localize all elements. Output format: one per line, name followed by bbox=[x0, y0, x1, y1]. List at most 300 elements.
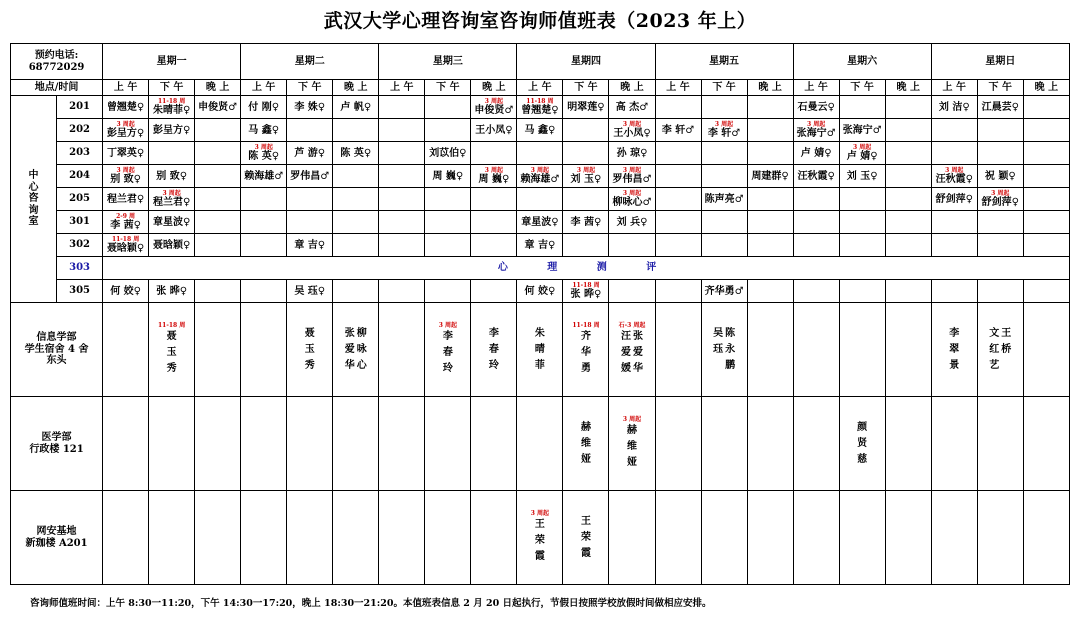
counselor-name: 芦 游♀ bbox=[294, 147, 326, 159]
counselor-name: 聂晗颖♀ bbox=[152, 239, 191, 251]
day-header: 星期二 bbox=[241, 44, 379, 80]
duty-cell bbox=[609, 165, 655, 188]
duty-cell bbox=[977, 96, 1023, 119]
week-note: 3 周起 bbox=[530, 166, 550, 174]
room-number: 305 bbox=[57, 280, 103, 303]
counselor-name-vertical bbox=[563, 420, 608, 468]
week-note: 11-18 周 bbox=[111, 235, 140, 243]
slot-header: 上 午 bbox=[517, 80, 563, 96]
counselor-name: 汪秋霞♀ bbox=[797, 170, 835, 182]
name-char: 鹏 bbox=[725, 359, 736, 371]
duty-cell bbox=[379, 211, 425, 234]
name-char: 李 bbox=[488, 327, 499, 339]
counselor-name: 曾翘楚♀ bbox=[106, 101, 145, 113]
duty-cell bbox=[517, 234, 563, 257]
name-char: 菲 bbox=[534, 359, 545, 371]
slot-header: 上 午 bbox=[655, 80, 701, 96]
duty-cell bbox=[287, 211, 333, 234]
duty-cell bbox=[425, 142, 471, 165]
duty-cell bbox=[747, 303, 793, 397]
duty-cell bbox=[793, 142, 839, 165]
duty-cell bbox=[287, 280, 333, 303]
week-note: 11-18 周 bbox=[526, 97, 554, 105]
name-column bbox=[304, 326, 316, 374]
duty-cell bbox=[103, 96, 149, 119]
table-row bbox=[11, 96, 1070, 119]
table-row bbox=[11, 303, 1070, 397]
week-note: 3 周起 bbox=[622, 189, 642, 197]
site-label-line: 东头 bbox=[46, 355, 67, 367]
duty-cell bbox=[287, 234, 333, 257]
name-char: 春 bbox=[488, 343, 499, 355]
table-row bbox=[11, 165, 1070, 188]
duty-cell bbox=[1023, 491, 1069, 585]
table-row bbox=[11, 188, 1070, 211]
week-note: 11-18 周 bbox=[157, 321, 186, 329]
duty-cell bbox=[793, 188, 839, 211]
week-note: 3 周起 bbox=[162, 189, 181, 197]
duty-cell bbox=[379, 397, 425, 491]
duty-cell bbox=[655, 491, 701, 585]
duty-cell bbox=[793, 165, 839, 188]
name-column bbox=[580, 514, 592, 562]
duty-cell bbox=[563, 188, 609, 211]
center-label-char: 中 bbox=[28, 170, 39, 182]
duty-cell bbox=[931, 234, 977, 257]
slot-header: 上 午 bbox=[241, 80, 287, 96]
name-char: 心 bbox=[356, 359, 367, 371]
name-char: 秀 bbox=[304, 359, 315, 371]
duty-cell bbox=[425, 188, 471, 211]
duty-cell bbox=[333, 211, 379, 234]
center-label-char: 咨 bbox=[28, 193, 39, 205]
duty-cell bbox=[379, 234, 425, 257]
name-char: 汪 bbox=[620, 330, 631, 342]
counselor-name: 李 茜♀ bbox=[110, 219, 141, 231]
counselor-name-vertical bbox=[333, 326, 378, 374]
duty-cell bbox=[609, 397, 655, 491]
counselor-name: 石曼云♀ bbox=[797, 101, 835, 113]
name-char: 华 bbox=[344, 359, 355, 371]
slot-header: 下 午 bbox=[701, 80, 747, 96]
duty-cell bbox=[793, 397, 839, 491]
duty-cell bbox=[241, 119, 287, 142]
week-note: 3 周起 bbox=[484, 166, 504, 174]
duty-cell bbox=[333, 119, 379, 142]
duty-cell bbox=[517, 165, 563, 188]
duty-cell bbox=[977, 119, 1023, 142]
counselor-name: 刘 玉♀ bbox=[846, 170, 878, 182]
name-char: 霞 bbox=[580, 547, 591, 559]
name-char: 咏 bbox=[356, 343, 367, 355]
week-note: 3 周起 bbox=[576, 166, 596, 174]
counselor-name: 别 致♀ bbox=[110, 173, 141, 185]
duty-cell bbox=[379, 280, 425, 303]
duty-cell bbox=[885, 397, 931, 491]
duty-cell bbox=[333, 303, 379, 397]
duty-cell bbox=[885, 142, 931, 165]
name-char: 娅 bbox=[580, 453, 591, 465]
day-header: 星期三 bbox=[379, 44, 517, 80]
duty-cell bbox=[471, 211, 517, 234]
table-row bbox=[11, 491, 1070, 585]
counselor-name: 程兰君♀ bbox=[152, 196, 191, 208]
counselor-name: 申俊贤♂ bbox=[198, 101, 238, 113]
duty-cell bbox=[149, 491, 195, 585]
counselor-name: 朱晴菲♀ bbox=[152, 104, 191, 116]
duty-cell bbox=[379, 303, 425, 397]
duty-cell bbox=[885, 165, 931, 188]
duty-cell bbox=[195, 211, 241, 234]
duty-cell bbox=[701, 303, 747, 397]
duty-cell bbox=[563, 397, 609, 491]
duty-cell bbox=[977, 188, 1023, 211]
slot-header: 晚 上 bbox=[471, 80, 517, 96]
site-label-line: 网安基地 bbox=[36, 526, 77, 537]
duty-cell bbox=[931, 280, 977, 303]
duty-cell bbox=[609, 188, 655, 211]
name-column bbox=[580, 420, 592, 468]
duty-cell bbox=[747, 142, 793, 165]
week-note: 3 周起 bbox=[714, 120, 734, 128]
counselor-name: 李 轩♂ bbox=[661, 124, 695, 136]
week-note: 2-9 周 bbox=[116, 212, 136, 220]
slot-header: 下 午 bbox=[287, 80, 333, 96]
duty-cell bbox=[241, 142, 287, 165]
name-char: 聂 bbox=[304, 327, 315, 339]
duty-cell bbox=[1023, 303, 1069, 397]
day-header: 星期六 bbox=[793, 44, 931, 80]
duty-cell bbox=[149, 165, 195, 188]
site-label bbox=[11, 491, 103, 585]
duty-cell bbox=[977, 303, 1023, 397]
duty-cell bbox=[379, 119, 425, 142]
name-column bbox=[724, 326, 736, 374]
duty-cell bbox=[195, 280, 241, 303]
duty-cell bbox=[609, 280, 655, 303]
name-char: 王 bbox=[534, 518, 545, 530]
counselor-name: 明翠莲♀ bbox=[567, 101, 605, 113]
week-note: 11-18 周 bbox=[157, 97, 186, 105]
duty-cell bbox=[793, 211, 839, 234]
duty-cell bbox=[517, 142, 563, 165]
duty-cell bbox=[977, 165, 1023, 188]
counselor-name: 王小凤♀ bbox=[475, 124, 513, 136]
duty-cell bbox=[287, 491, 333, 585]
duty-cell bbox=[103, 491, 149, 585]
duty-cell bbox=[563, 165, 609, 188]
duty-cell bbox=[655, 119, 701, 142]
counselor-name: 赖海雄♂ bbox=[520, 173, 560, 185]
table-row bbox=[11, 211, 1070, 234]
name-char: 贤 bbox=[857, 437, 868, 449]
duty-cell bbox=[655, 165, 701, 188]
duty-cell bbox=[1023, 119, 1069, 142]
duty-cell bbox=[195, 119, 241, 142]
duty-cell bbox=[241, 397, 287, 491]
duty-cell bbox=[103, 280, 149, 303]
name-char: 陈 bbox=[725, 327, 736, 339]
room-number: 201 bbox=[57, 96, 103, 119]
counselor-name: 张海宁♂ bbox=[842, 124, 882, 136]
duty-cell bbox=[885, 96, 931, 119]
duty-cell bbox=[793, 280, 839, 303]
week-note: 3 周起 bbox=[622, 166, 642, 174]
duty-cell bbox=[149, 96, 195, 119]
counselor-name: 刘 玉♀ bbox=[570, 173, 602, 185]
duty-cell bbox=[425, 303, 471, 397]
name-column bbox=[948, 326, 960, 374]
name-char: 爱 bbox=[632, 346, 643, 358]
table-row bbox=[11, 44, 1070, 80]
duty-cell bbox=[379, 491, 425, 585]
duty-cell bbox=[1023, 397, 1069, 491]
counselor-name: 孙 琼♀ bbox=[616, 147, 648, 159]
duty-cell bbox=[517, 188, 563, 211]
duty-cell bbox=[471, 142, 517, 165]
day-header: 星期一 bbox=[103, 44, 241, 80]
duty-cell bbox=[793, 303, 839, 397]
duty-cell bbox=[655, 234, 701, 257]
duty-cell bbox=[609, 96, 655, 119]
name-char: 吴 bbox=[713, 327, 724, 339]
name-char: 桥 bbox=[1001, 343, 1012, 355]
counselor-name: 王小凤♀ bbox=[613, 127, 651, 139]
duty-cell bbox=[931, 96, 977, 119]
duty-cell bbox=[701, 142, 747, 165]
counselor-name-vertical bbox=[149, 329, 194, 377]
duty-cell bbox=[287, 96, 333, 119]
duty-cell bbox=[287, 303, 333, 397]
duty-cell bbox=[931, 188, 977, 211]
duty-cell bbox=[149, 119, 195, 142]
duty-cell bbox=[425, 119, 471, 142]
duty-cell bbox=[517, 491, 563, 585]
counselor-name: 周 巍♀ bbox=[432, 170, 464, 182]
counselor-name: 罗伟昌♂ bbox=[290, 170, 330, 182]
counselor-name-vertical bbox=[609, 423, 654, 471]
counselor-name: 程兰君♀ bbox=[106, 193, 145, 205]
site-label-line: 医学部 bbox=[41, 432, 72, 443]
counselor-name: 何 姣♀ bbox=[524, 285, 556, 297]
duty-cell bbox=[195, 491, 241, 585]
week-note: 3 周起 bbox=[254, 143, 273, 151]
duty-cell bbox=[517, 397, 563, 491]
site-label-line: 新珈楼 A201 bbox=[25, 537, 88, 549]
duty-cell bbox=[103, 303, 149, 397]
name-column bbox=[534, 326, 546, 374]
duty-cell bbox=[885, 280, 931, 303]
counselor-name: 李 茜♀ bbox=[570, 216, 602, 228]
duty-cell bbox=[425, 165, 471, 188]
slot-header: 下 午 bbox=[425, 80, 471, 96]
name-char: 赫 bbox=[580, 421, 591, 433]
duty-cell bbox=[563, 280, 609, 303]
duty-cell bbox=[839, 96, 885, 119]
counselor-name: 马 鑫♀ bbox=[248, 124, 280, 136]
day-header: 星期五 bbox=[655, 44, 793, 80]
counselor-name-vertical bbox=[517, 517, 562, 565]
table-row bbox=[11, 234, 1070, 257]
duty-cell bbox=[287, 142, 333, 165]
duty-cell bbox=[287, 165, 333, 188]
counselor-name: 柳咏心♂ bbox=[612, 196, 652, 208]
counselor-name: 周建群♀ bbox=[751, 170, 789, 182]
duty-cell bbox=[931, 491, 977, 585]
duty-cell bbox=[839, 211, 885, 234]
table-row bbox=[11, 142, 1070, 165]
name-char: 文 bbox=[989, 327, 1000, 339]
duty-cell bbox=[517, 211, 563, 234]
duty-cell bbox=[563, 211, 609, 234]
duty-cell bbox=[333, 280, 379, 303]
duty-cell bbox=[103, 211, 149, 234]
name-column bbox=[988, 326, 1000, 374]
duty-cell bbox=[839, 234, 885, 257]
counselor-name: 张 晔♀ bbox=[570, 288, 602, 300]
counselor-name: 陈 英♀ bbox=[340, 147, 372, 159]
duty-cell bbox=[655, 96, 701, 119]
duty-cell bbox=[747, 96, 793, 119]
duty-cell bbox=[1023, 142, 1069, 165]
duty-cell bbox=[609, 234, 655, 257]
counselor-name: 付 刚♀ bbox=[248, 101, 280, 113]
duty-cell bbox=[333, 188, 379, 211]
room-number: 204 bbox=[57, 165, 103, 188]
duty-cell bbox=[471, 491, 517, 585]
counselor-name-vertical bbox=[425, 329, 470, 377]
center-label-char: 室 bbox=[28, 216, 39, 228]
name-char: 玲 bbox=[442, 362, 453, 374]
duty-cell bbox=[149, 142, 195, 165]
duty-cell bbox=[103, 119, 149, 142]
duty-cell bbox=[931, 211, 977, 234]
counselor-name-vertical bbox=[840, 420, 885, 468]
site-label-line: 行政楼 121 bbox=[29, 443, 84, 455]
duty-cell bbox=[379, 188, 425, 211]
duty-cell bbox=[241, 165, 287, 188]
duty-cell bbox=[241, 491, 287, 585]
duty-cell bbox=[793, 491, 839, 585]
duty-cell bbox=[149, 211, 195, 234]
duty-cell bbox=[931, 303, 977, 397]
counselor-name-vertical bbox=[702, 326, 747, 374]
name-char: 爱 bbox=[620, 346, 631, 358]
duty-cell bbox=[701, 119, 747, 142]
room-number: 303 bbox=[57, 257, 103, 280]
counselor-name: 别 致♀ bbox=[156, 170, 188, 182]
counselor-name-vertical bbox=[932, 326, 977, 374]
name-char: 景 bbox=[949, 359, 960, 371]
duty-cell bbox=[379, 142, 425, 165]
slot-header: 晚 上 bbox=[609, 80, 655, 96]
slot-header: 下 午 bbox=[149, 80, 195, 96]
duty-cell bbox=[885, 303, 931, 397]
name-char: 翠 bbox=[949, 343, 960, 355]
name-char: 霞 bbox=[534, 550, 545, 562]
duty-cell bbox=[287, 397, 333, 491]
duty-cell bbox=[425, 96, 471, 119]
duty-cell bbox=[1023, 280, 1069, 303]
name-column bbox=[1000, 326, 1012, 358]
day-header: 星期日 bbox=[931, 44, 1069, 80]
duty-cell bbox=[701, 211, 747, 234]
duty-cell bbox=[747, 211, 793, 234]
site-label-line: 信息学部 bbox=[36, 332, 77, 344]
name-column bbox=[166, 329, 178, 377]
duty-cell bbox=[655, 142, 701, 165]
counselor-name: 李 轩♂ bbox=[707, 127, 741, 139]
name-char: 齐 bbox=[580, 330, 591, 342]
counselor-name: 章星波♀ bbox=[152, 216, 191, 228]
duty-cell bbox=[241, 188, 287, 211]
name-char: 永 bbox=[725, 343, 736, 355]
duty-cell bbox=[425, 234, 471, 257]
name-char: 媛 bbox=[620, 362, 631, 374]
duty-cell bbox=[471, 397, 517, 491]
duty-cell bbox=[471, 96, 517, 119]
slot-header: 上 午 bbox=[103, 80, 149, 96]
counselor-name: 李 姝♀ bbox=[294, 101, 326, 113]
week-note: 3 周起 bbox=[116, 166, 135, 174]
duty-cell bbox=[609, 119, 655, 142]
duty-cell bbox=[839, 142, 885, 165]
name-char: 娅 bbox=[626, 456, 637, 468]
counselor-name-vertical bbox=[563, 329, 608, 377]
duty-cell bbox=[379, 165, 425, 188]
week-note: 3 周起 bbox=[622, 415, 642, 423]
site-label bbox=[11, 303, 103, 397]
psych-test-label: 心 理 测 评 bbox=[103, 257, 1070, 280]
counselor-name: 高 杰♂ bbox=[615, 101, 649, 113]
duty-cell bbox=[839, 280, 885, 303]
counselor-name-vertical bbox=[609, 329, 654, 377]
counselor-name: 周 巍♀ bbox=[478, 173, 510, 185]
duty-cell bbox=[333, 397, 379, 491]
duty-hours-footer: 咨询师值班时间：上午 8:30一11:20，下午 14:30一17:20，晚上 18:30一21:20。本值班表信息 2 月 20 日起执行，节假日按照学校放假时间做相应安排。 bbox=[30, 598, 712, 609]
name-char: 张 bbox=[344, 327, 355, 339]
duty-cell bbox=[885, 119, 931, 142]
week-note: 3 周起 bbox=[438, 321, 457, 329]
name-char: 张 bbox=[632, 330, 643, 342]
duty-cell bbox=[701, 280, 747, 303]
counselor-name: 章 吉♀ bbox=[524, 239, 556, 251]
duty-schedule-table bbox=[10, 43, 1070, 585]
counselor-name: 张海宁♂ bbox=[796, 127, 836, 139]
name-char: 华 bbox=[632, 362, 643, 374]
duty-cell bbox=[195, 303, 241, 397]
duty-cell bbox=[241, 303, 287, 397]
counselor-name: 刘 兵♀ bbox=[616, 216, 648, 228]
name-char: 艺 bbox=[989, 359, 1000, 371]
duty-cell bbox=[425, 397, 471, 491]
counselor-name-vertical bbox=[471, 326, 516, 374]
duty-cell bbox=[701, 234, 747, 257]
duty-cell bbox=[701, 165, 747, 188]
counselor-name: 吴 珏♀ bbox=[294, 285, 326, 297]
table-row bbox=[11, 119, 1070, 142]
name-char: 红 bbox=[989, 343, 1000, 355]
duty-cell bbox=[839, 165, 885, 188]
duty-cell bbox=[655, 303, 701, 397]
duty-cell bbox=[977, 280, 1023, 303]
room-number: 301 bbox=[57, 211, 103, 234]
duty-cell bbox=[1023, 188, 1069, 211]
slot-header: 晚 上 bbox=[747, 80, 793, 96]
counselor-name: 曾翘楚♀ bbox=[521, 104, 559, 116]
table-row bbox=[11, 397, 1070, 491]
duty-cell bbox=[885, 491, 931, 585]
